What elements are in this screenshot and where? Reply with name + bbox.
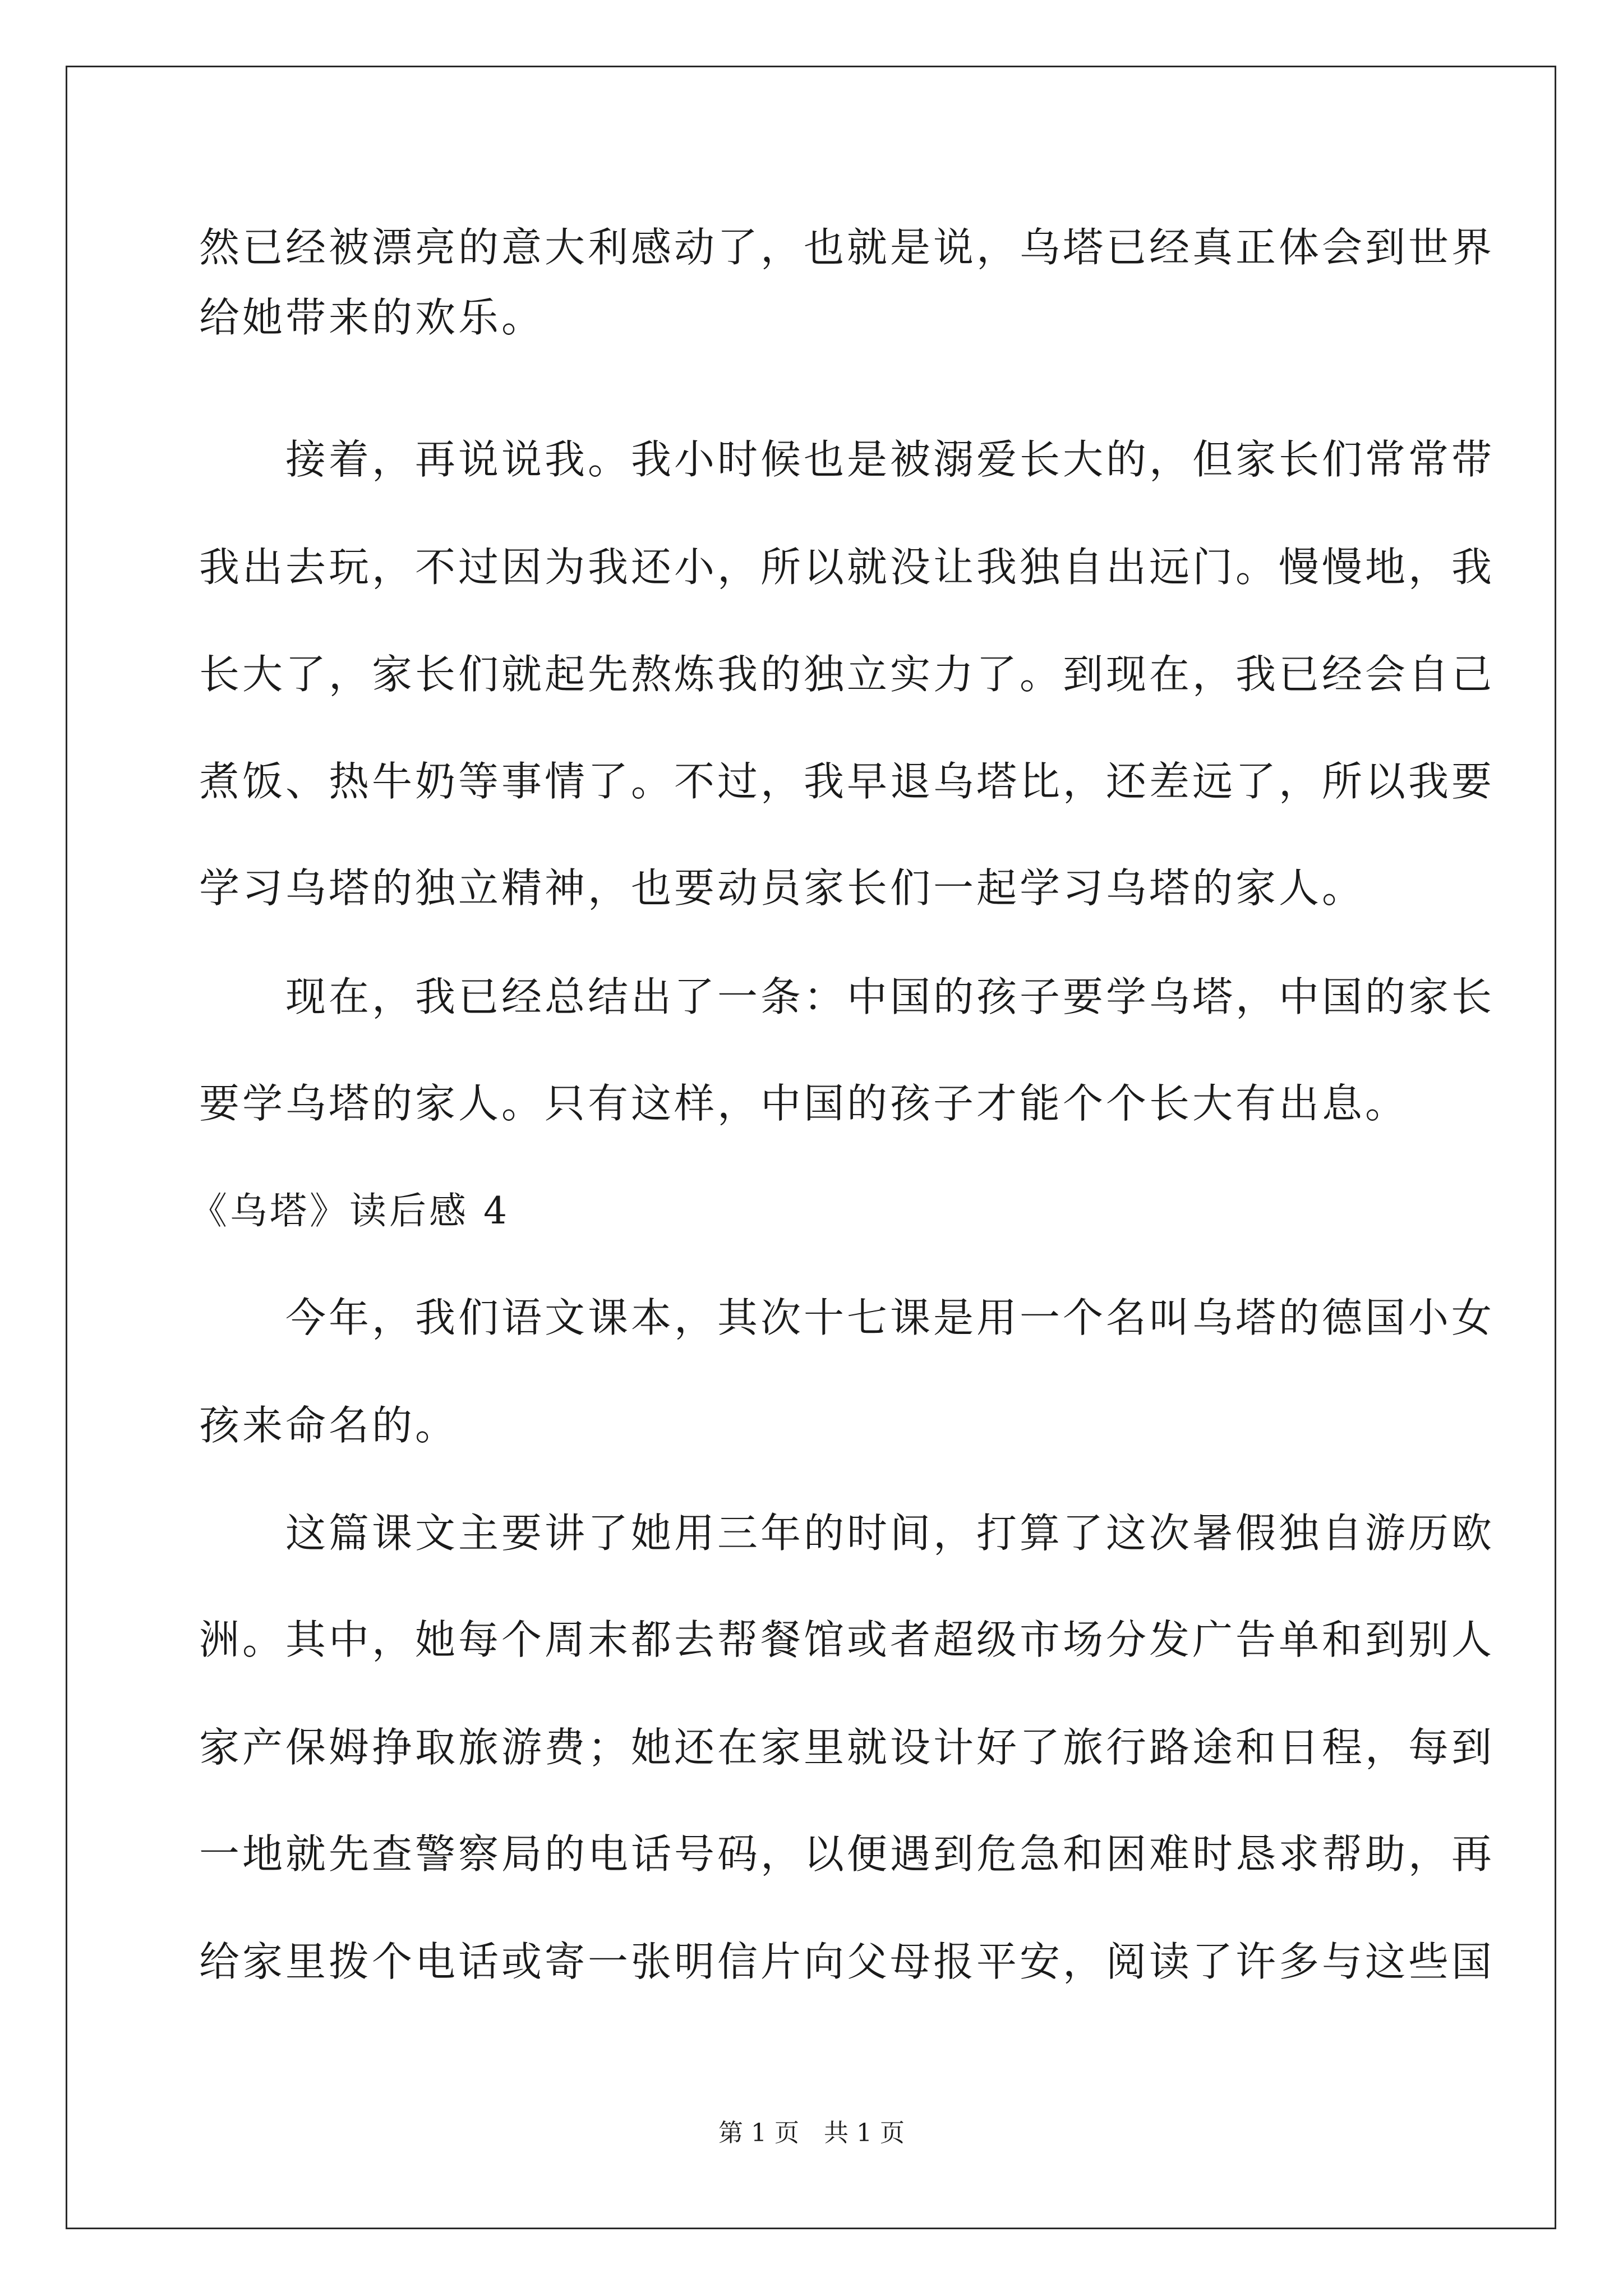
text-line: 家产保姆挣取旅游费；她还在家里就设计好了旅行路途和日程，每到: [199, 1724, 1495, 1771]
text-line: 煮饭、热牛奶等事情了。不过，我早退乌塔比，还差远了，所以我要: [199, 758, 1495, 805]
text-line: 给家里拨个电话或寄一张明信片向父母报平安，阅读了许多与这些国: [199, 1938, 1495, 1985]
page-number: 第 1 页 共 1 页: [718, 2119, 905, 2147]
text-line: 我出去玩，不过因为我还小，所以就没让我独自出远门。慢慢地，我: [199, 544, 1495, 591]
text-line: 一地就先查警察局的电话号码，以便遇到危急和困难时恳求帮助，再: [199, 1830, 1495, 1878]
text-line: 接着，再说说我。我小时候也是被溺爱长大的，但家长们常常带: [199, 436, 1495, 483]
text-line: 给她带来的欢乐。: [199, 294, 545, 341]
text-line: 今年，我们语文课本，其次十七课是用一个名叫乌塔的德国小女: [199, 1294, 1495, 1341]
page-footer: [0, 2119, 1623, 2147]
section-heading: 《乌塔》读后感 4: [190, 1189, 510, 1232]
text-line: 孩来命名的。: [199, 1402, 459, 1449]
text-line: 洲。其中，她每个周末都去帮餐馆或者超级市场分发广告单和到别人: [199, 1616, 1495, 1663]
text-line: 要学乌塔的家人。只有这样，中国的孩子才能个个长大有出息。: [199, 1080, 1409, 1127]
text-line: 现在，我已经总结出了一条：中国的孩子要学乌塔，中国的家长: [199, 973, 1495, 1020]
text-line: 学习乌塔的独立精神，也要动员家长们一起学习乌塔的家人。: [199, 864, 1366, 912]
text-line: 这篇课文主要讲了她用三年的时间，打算了这次暑假独自游历欧: [199, 1510, 1495, 1557]
page-border: [66, 66, 1556, 2229]
text-line: 长大了，家长们就起先熬炼我的独立实力了。到现在，我已经会自己: [199, 651, 1495, 698]
text-line: 然已经被漂亮的意大利感动了，也就是说，乌塔已经真正体会到世界: [199, 224, 1495, 271]
